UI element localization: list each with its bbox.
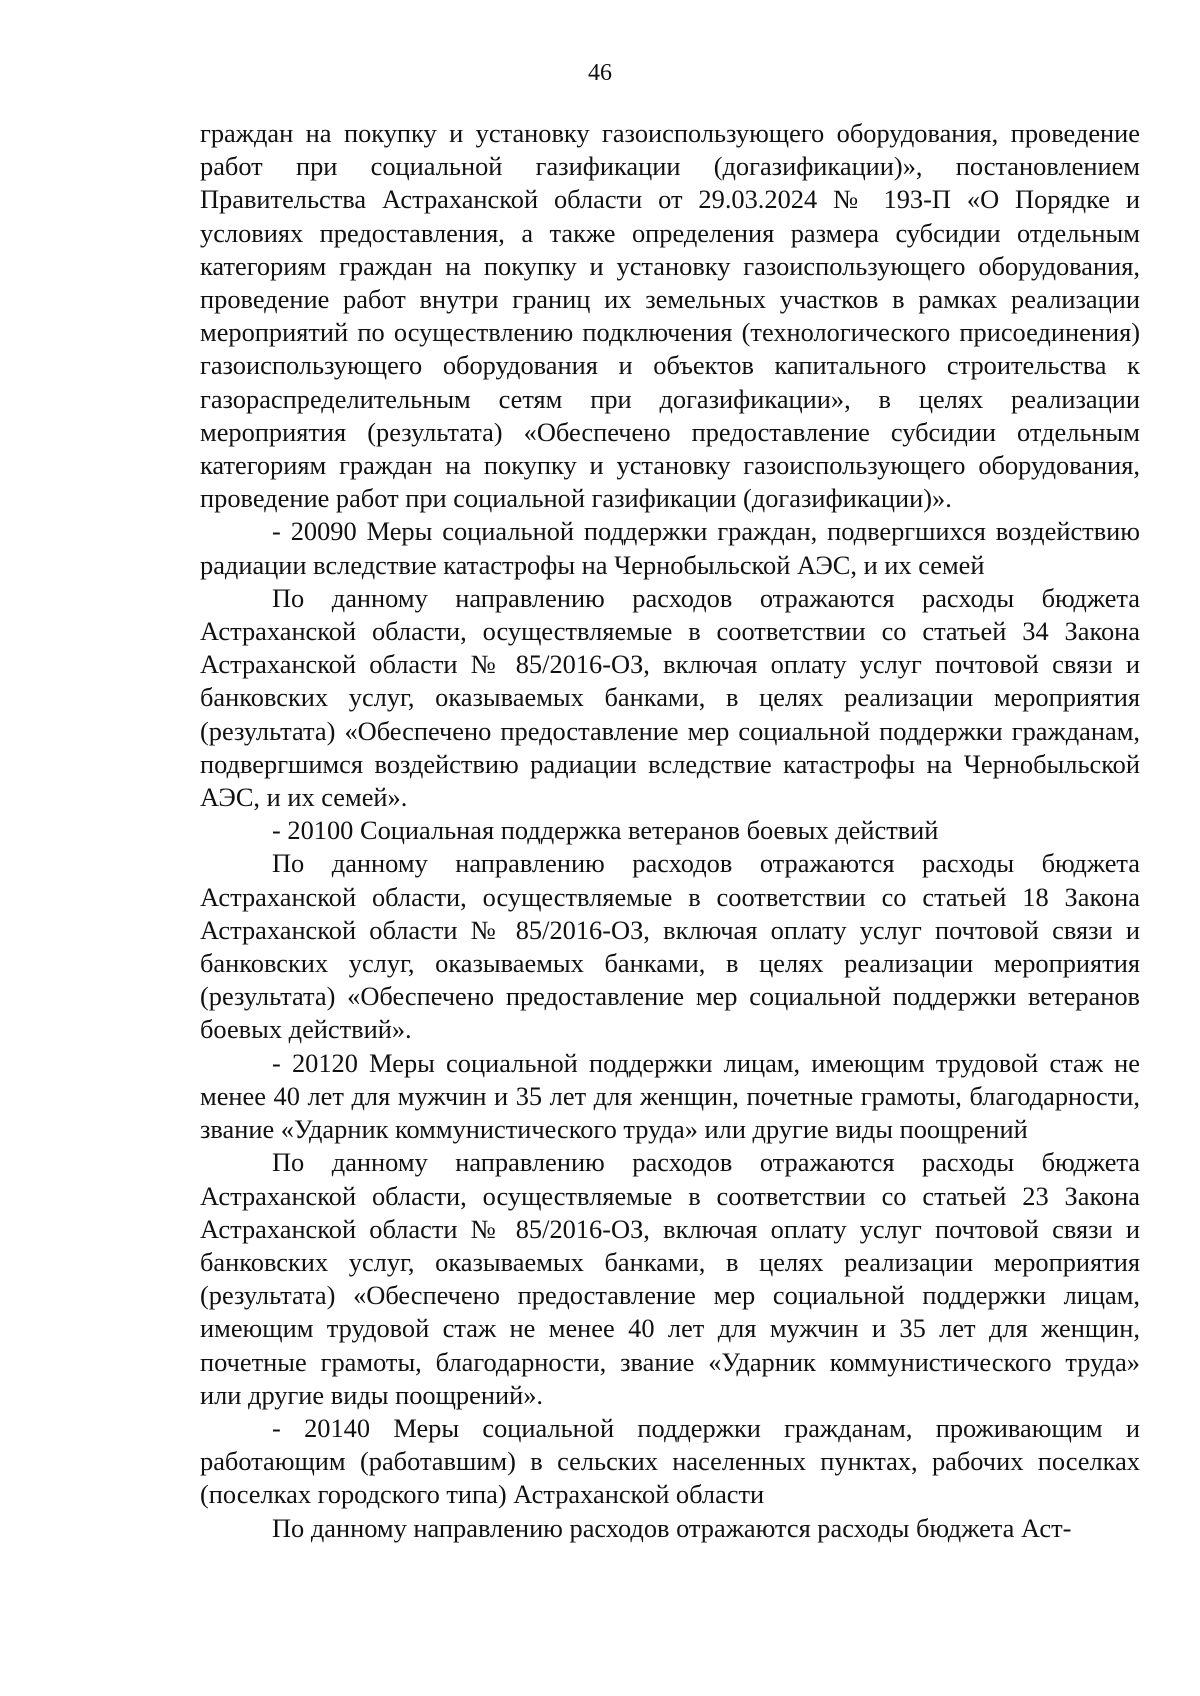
page-number: 46 bbox=[588, 60, 612, 86]
section-heading-20100: - 20100 Социальная поддержка ветеранов боевых действий bbox=[272, 815, 939, 846]
paragraph-20090: По данному направлению расходов отражаются расходы бюджета Астраханской области, осуществляемые в соответствии со статьей 34 Закона Астраханской области № 85/2016-ОЗ, включая оплату услуг почтовой связи и банковских услуг, оказываемых банками, в целях реализации мероприятия (результата) «Обеспечено предоставление мер социальной поддержки гражданам, подвергшимся воздействию радиации вследствие катастрофы на Чернобыльской АЭС, и их семей». bbox=[200, 582, 1140, 813]
paragraph-continuation: граждан на покупку и установку газоиспользующего оборудования, проведение работ при социальной газификации (догазификации)», постановлением Правительства Астраханской области от 29.03.2024 № 193-П «О Порядке и условиях предоставления, а также определения размера субсидии отдельным категориям граждан на покупку и установку газоиспользующего оборудования, проведение работ внутри границ их земельных участков в рамках реализации мероприятий по осуществлению подключения (технологического присоединения) газоиспользующего оборудования и объектов капитального строительства к газораспределительным сетям при догазификации», в целях реализации мероприятия (результата) «Обеспечено предоставление субсидии отдельным категориям граждан на покупку и установку газоиспользующего оборудования, проведение работ при социальной газификации (догазификации)». bbox=[200, 118, 1140, 514]
section-heading-20140: - 20140 Меры социальной поддержки гражданам, проживающим и работающим (работавшим) в сельских населенных пунктах, рабочих поселках (поселках городского типа) Астраханской области bbox=[200, 1412, 1140, 1510]
section-heading-20120: - 20120 Меры социальной поддержки лицам, имеющим трудовой стаж не менее 40 лет для мужчин и 35 лет для женщин, почетные грамоты, благодарности, звание «Ударник коммунистического труда» или другие виды поощрений bbox=[200, 1047, 1140, 1145]
paragraph-20140: По данному направлению расходов отражаются расходы бюджета Аст- bbox=[272, 1512, 1072, 1543]
document-body bbox=[200, 117, 1140, 1545]
paragraph-20100: По данному направлению расходов отражаются расходы бюджета Астраханской области, осуществляемые в соответствии со статьей 18 Закона Астраханской области № 85/2016-ОЗ, включая оплату услуг почтовой связи и банковских услуг, оказываемых банками, в целях реализации мероприятия (результата) «Обеспечено предоставление мер социальной поддержки ветеранов боевых действий». bbox=[200, 848, 1140, 1045]
section-heading-20090: - 20090 Меры социальной поддержки граждан, подвергшихся воздействию радиации вследствие катастрофы на Чернобыльской АЭС, и их семей bbox=[200, 516, 1140, 580]
paragraph-20120: По данному направлению расходов отражаются расходы бюджета Астраханской области, осуществляемые в соответствии со статьей 23 Закона Астраханской области № 85/2016-ОЗ, включая оплату услуг почтовой связи и банковских услуг, оказываемых банками, в целях реализации мероприятия (результата) «Обеспечено предоставление мер социальной поддержки лицам, имеющим трудовой стаж не менее 40 лет для мужчин и 35 лет для женщин, почетные грамоты, благодарности, звание «Ударник коммунистического труда» или другие виды поощрений». bbox=[200, 1147, 1140, 1410]
